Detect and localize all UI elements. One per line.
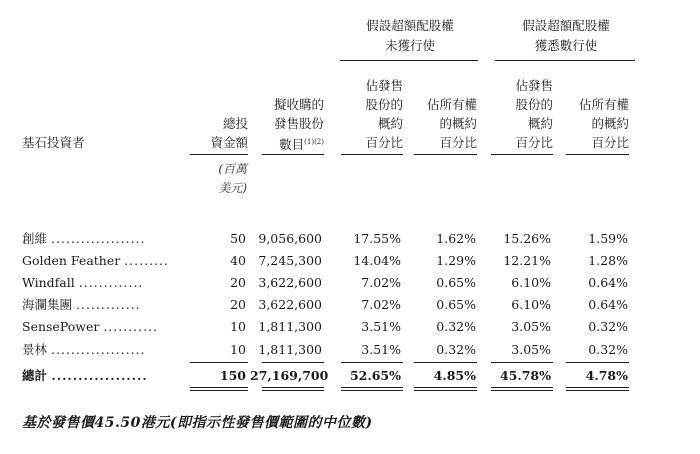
total-row [0,365,700,386]
pct-offer-2-cell: 6.10% [511,275,551,290]
amount-cell: 50 [230,231,246,246]
pct-offer-2-cell: 3.05% [511,319,551,334]
col-header-pct-total-2: 佔所有權 的概約 百分比 [578,97,629,150]
group-header-fully-exercised [494,16,638,56]
pct-total-2-cell: 0.32% [588,319,628,334]
pct-offer-2-cell: 3.05% [511,342,551,357]
col-rule-shares [262,154,324,155]
total-pct-total-2-cell: 4.78% [585,368,628,383]
group-header-line: 獲悉數行使 [534,38,598,53]
total-double-rule [262,387,324,388]
amount-cell: 10 [230,342,246,357]
total-double-rule [341,387,403,388]
pct-total-2-cell: 1.28% [588,253,628,268]
col-rule-amount [190,154,248,155]
investor-name: 海瀾集團 ............. [22,297,141,312]
table-row [0,339,700,360]
pct-offer-1-cell: 3.51% [361,342,401,357]
col-header-shares: 擬收購的 發售股份 數目$^{(1)(2)}$ [273,97,324,153]
group-header-not-exercised [340,16,480,56]
col-header-pct-total-1: 佔所有權 的概約 百分比 [426,97,477,150]
pct-total-1-cell: 1.29% [436,253,476,268]
pct-total-1-cell: 1.62% [436,231,476,246]
pct-offer-1-cell: 3.51% [361,319,401,334]
col-header-investor: 基石投資者 [22,135,85,150]
pct-offer-1-cell: 17.55% [353,231,401,246]
shares-cell: 7,245,300 [258,253,322,268]
group-rule [340,60,478,61]
total-double-rule [491,387,553,388]
total-top-rule [566,362,629,363]
amount-cell: 10 [230,319,246,334]
pct-total-2-cell: 0.32% [588,342,628,357]
total-top-rule [491,362,553,363]
amount-cell: 20 [230,297,246,312]
pct-offer-2-cell: 15.26% [503,231,551,246]
pct-total-1-cell: 0.32% [436,342,476,357]
group-header-line: 未獲行使 [384,38,435,53]
col-rule-pct-offer-2 [491,154,553,155]
total-label: 總計 .................. [22,368,148,383]
pct-offer-2-cell: 12.21% [503,253,551,268]
amount-cell: 20 [230,275,246,290]
col-header-pct-offer-1: 佔發售 股份的 概約 百分比 [365,78,403,150]
col-rule-pct-total-1 [414,154,477,155]
group-header-line: 假設超額配股權 [366,18,454,33]
total-top-rule [341,362,403,363]
shares-cell: 3,622,600 [258,297,322,312]
table-row [0,294,700,315]
investor-name: 景林 ................... [22,342,146,357]
total-double-rule [491,390,553,391]
pct-total-1-cell: 0.65% [436,275,476,290]
total-shares-cell: 27,169,700 [250,368,329,383]
shares-cell: 1,811,300 [258,319,322,334]
investor-name: 創維 ................... [22,231,146,246]
table-row [0,272,700,293]
total-amount-cell: 150 [219,368,246,383]
shares-cell: 3,622,600 [258,275,322,290]
investor-name: SensePower ........... [22,319,159,334]
total-pct-total-1-cell: 4.85% [433,368,476,383]
pct-offer-1-cell: 7.02% [361,275,401,290]
offer-price-note: 基於發售價45.50港元(即指示性發售價範圍的中位數) [22,415,373,431]
pct-total-1-cell: 0.32% [436,319,476,334]
total-double-rule [566,387,629,388]
total-top-rule [262,362,324,363]
investor-name: Windfall ............. [22,275,144,290]
col-header-pct-offer-2: 佔發售 股份的 概約 百分比 [515,78,553,150]
total-double-rule [414,387,477,388]
pct-total-2-cell: 0.64% [588,275,628,290]
group-rule [495,60,635,61]
pct-offer-1-cell: 7.02% [361,297,401,312]
total-pct-offer-2-cell: 45.78% [499,368,551,383]
col-rule-pct-total-2 [566,154,629,155]
total-top-rule [414,362,477,363]
col-rule-pct-offer-1 [341,154,403,155]
total-pct-offer-1-cell: 52.65% [349,368,401,383]
group-header-line: 假設超額配股權 [522,18,610,33]
table-row [0,228,700,249]
pct-total-2-cell: 1.59% [588,231,628,246]
total-double-rule [190,390,248,391]
table-row [0,316,700,337]
pct-offer-2-cell: 6.10% [511,297,551,312]
total-double-rule [414,390,477,391]
pct-total-1-cell: 0.65% [436,297,476,312]
table-row [0,250,700,271]
investor-name: Golden Feather ......... [22,253,169,268]
total-double-rule [341,390,403,391]
total-double-rule [262,390,324,391]
amount-cell: 40 [230,253,246,268]
total-double-rule [190,387,248,388]
total-double-rule [566,390,629,391]
amount-unit: (百萬 美元) [218,162,247,195]
col-header-amount: 總投 資金額 [210,116,248,150]
shares-cell: 9,056,600 [258,231,322,246]
pct-offer-1-cell: 14.04% [353,253,401,268]
pct-total-2-cell: 0.64% [588,297,628,312]
shares-cell: 1,811,300 [258,342,322,357]
total-top-rule [190,362,248,363]
